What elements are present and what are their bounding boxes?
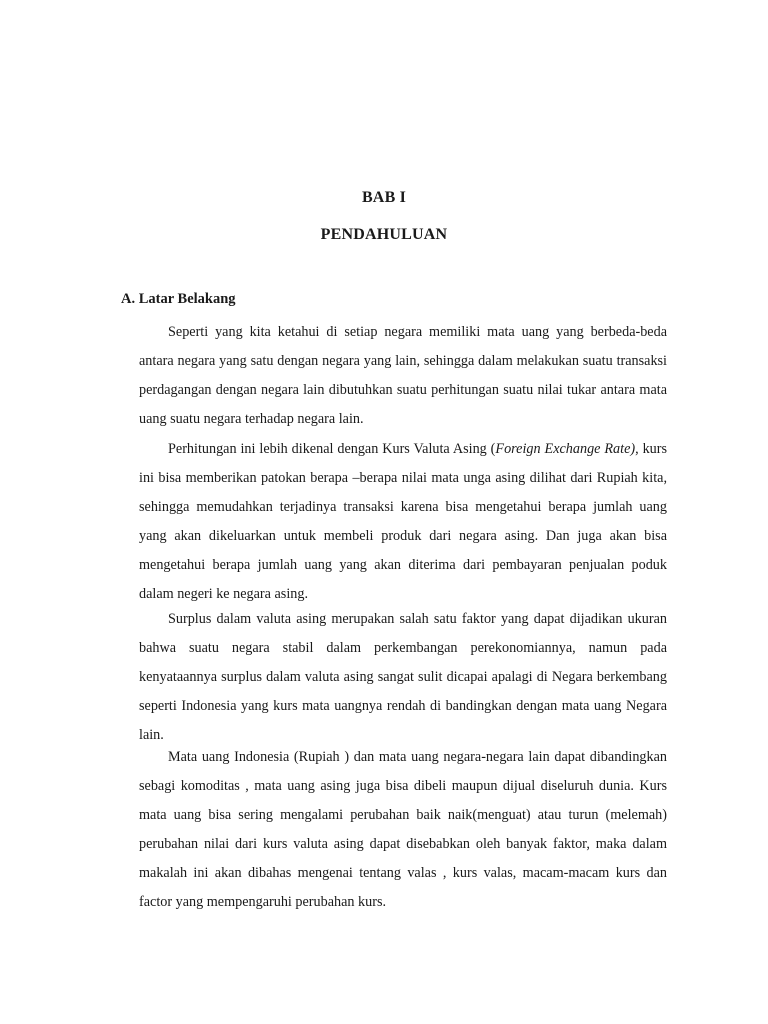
paragraph-1: Seperti yang kita ketahui di setiap negara memiliki mata uang yang berbeda-beda antara negara yang satu dengan negara yang lain, sehingga dalam melakukan suatu transaksi perdagangan dengan negara lain dibutuhkan suatu perhitungan suatu nilai tukar antara mata uang suatu negara terhadap negara lain. — [139, 324, 667, 427]
paragraph-2-foreign-term: Foreign Exchange Rate) — [495, 441, 636, 457]
paragraph-2 — [139, 435, 667, 609]
chapter-number: BAB I — [361, 189, 407, 206]
paragraph-2-intro: Perhitungan ini lebih dikenal dengan Kurs Valuta Asing ( — [168, 441, 496, 457]
chapter-title: PENDAHULUAN — [320, 226, 448, 243]
paragraph-3: Surplus dalam valuta asing merupakan salah satu faktor yang dapat dijadikan ukuran bahwa suatu negara stabil dalam perkembangan perekonomiannya, namun pada kenyataannya surplus dalam valuta asing sangat sulit dicapai apalagi di Negara berkembang seperti Indonesia yang kurs mata uangnya rendah di bandingkan dengan mata uang Negara lain. — [139, 611, 667, 743]
paragraph-4: Mata uang Indonesia (Rupiah ) dan mata uang negara-negara lain dapat dibandingkan sebagi komoditas , mata uang asing juga bisa dibeli maupun dijual diseluruh dunia. Kurs mata uang bisa sering mengalami perubahan baik naik(menguat) atau turun (melemah) perubahan nilai dari kurs valuta asing dapat disebabkan oleh banyak faktor, maka dalam makalah ini akan dibahas mengenai tentang valas , kurs valas, macam-macam kurs dan factor yang mempengaruhi perubahan kurs. — [139, 749, 667, 910]
paragraph-2-rest: , kurs ini bisa memberikan patokan berapa –berapa nilai mata unga asing dilihat dari Rupiah kita, sehingga memudahkan terjadinya transaksi karena bisa mengetahui berapa jumlah uang yang akan dikeluarkan untuk membeli produk dari negara asing. Dan juga akan bisa mengetahui berapa jumlah uang yang akan diterima dari pembayaran penjualan poduk dalam negeri ke negara asing. — [139, 441, 668, 602]
section-heading: A. Latar Belakang — [121, 291, 236, 307]
